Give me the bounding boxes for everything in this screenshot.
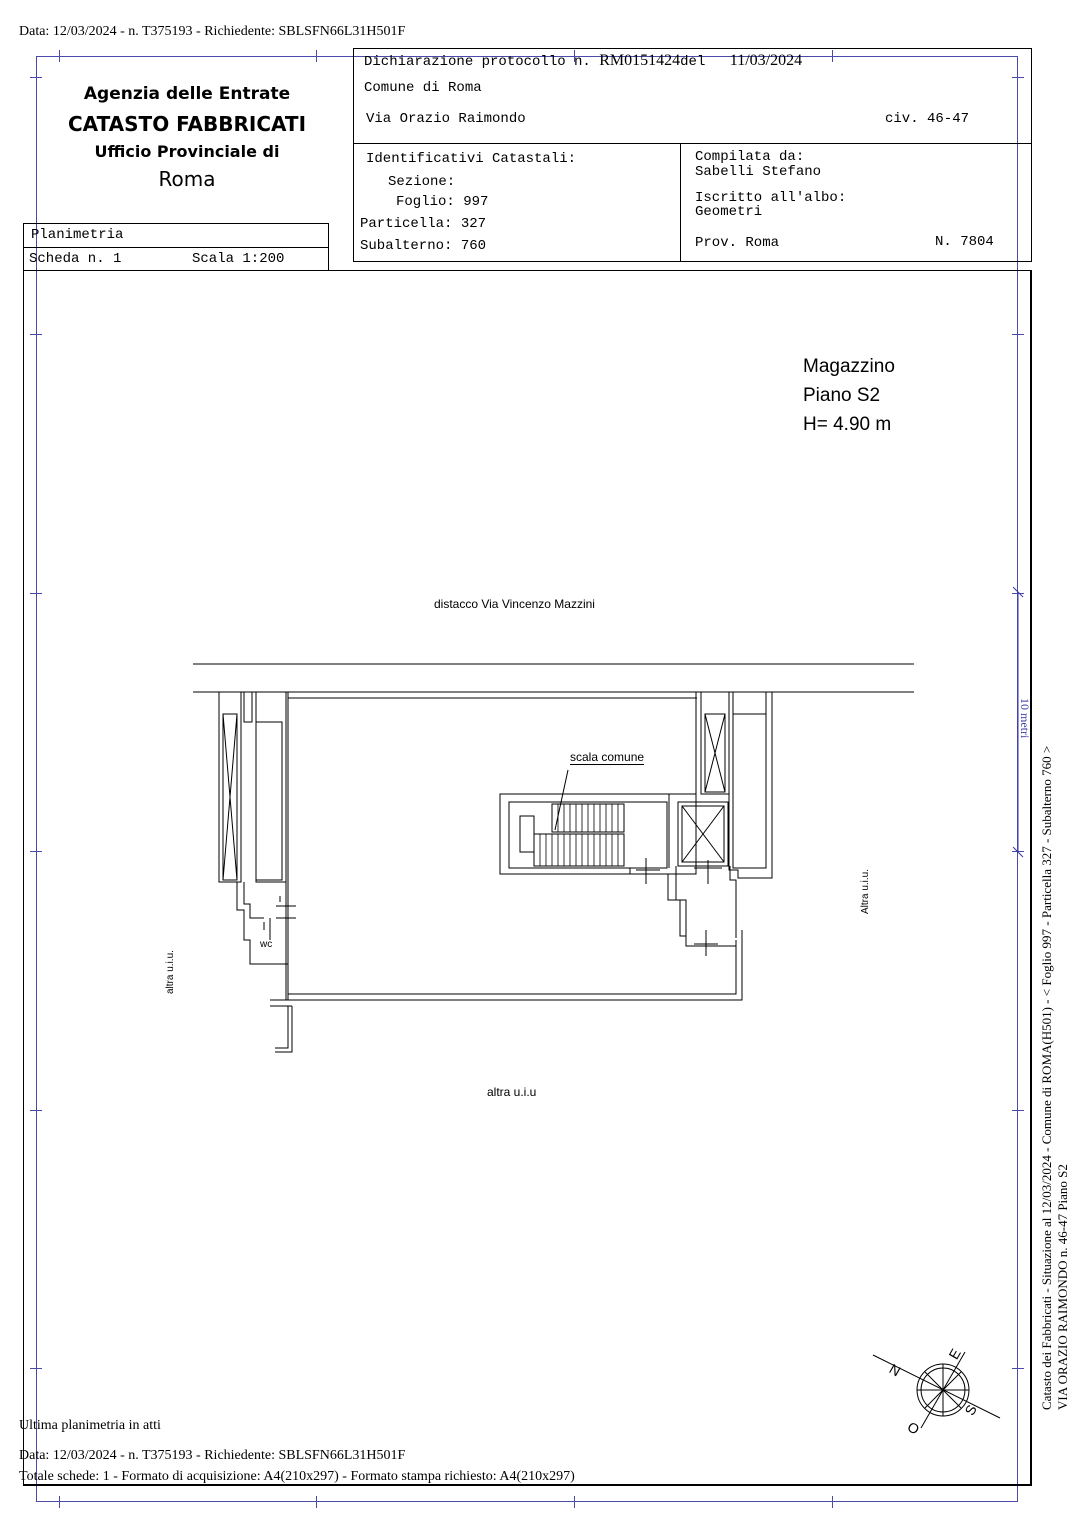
identificativi-title: Identificativi Catastali: <box>366 151 577 167</box>
compass-o: O <box>904 1418 923 1438</box>
scala-label: Scala 1:200 <box>192 251 285 267</box>
iscritto-label: Iscritto all'albo: <box>695 190 847 206</box>
iscrizione-num: N. 7804 <box>935 234 994 250</box>
compass-s: S <box>961 1401 980 1419</box>
plan-title-1: Magazzino <box>803 356 895 377</box>
protocol-text: Dichiarazione protocollo n. RM0151424del 11/03/2024 <box>364 52 803 70</box>
footer-totale: Totale schede: 1 - Formato di acquisizione: A4(210x297) - Formato stampa richiesto: A4(210x297) <box>19 1469 575 1484</box>
scala-comune-label: scala comune <box>570 750 645 764</box>
altra-uiu-bottom: altra u.i.u <box>487 1085 537 1099</box>
comune: Comune di Roma <box>364 80 482 96</box>
compilata-label: Compilata da: <box>695 149 805 165</box>
agency-line4: Roma <box>158 167 216 191</box>
agency-line1: Agenzia delle Entrate <box>83 84 291 104</box>
footer-data: Data: 12/03/2024 - n. T375193 - Richiedente: SBLSFN66L31H501F <box>19 1448 406 1463</box>
subalterno: Subalterno: 760 <box>360 238 487 254</box>
scheda-label: Scheda n. 1 <box>29 251 122 267</box>
altra-uiu-left: altra u.i.u. <box>165 950 176 994</box>
civico: civ. 46-47 <box>885 111 970 127</box>
plan-title-2: Piano S2 <box>803 385 881 406</box>
particella: Particella: 327 <box>360 216 487 232</box>
side-text-2: VIA ORAZIO RAIMONDO n. 46-47 Piano S2 <box>1055 1164 1070 1410</box>
compass-n: N <box>886 1360 904 1380</box>
header-line: Data: 12/03/2024 - n. T375193 - Richiedente: SBLSFN66L31H501F <box>19 24 406 39</box>
compass-e: E <box>945 1345 964 1363</box>
agency-line3: Ufficio Provinciale di <box>94 142 280 161</box>
albo: Geometri <box>695 204 763 220</box>
compilata-name: Sabelli Stefano <box>695 164 822 180</box>
plan-title-3: H= 4.90 m <box>803 414 892 435</box>
prov: Prov. Roma <box>695 235 780 251</box>
scale-bar-label: 10 metri <box>1018 698 1032 739</box>
side-text-1: Catasto dei Fabbricati - Situazione al 12/03/2024 - Comune di ROMA(H501) - < Foglio 997 - Particella 327 - Subalterno 760 > <box>1039 745 1054 1410</box>
plan-label: Planimetria <box>31 227 124 243</box>
foglio: Foglio: 997 <box>396 194 489 210</box>
via: Via Orazio Raimondo <box>366 111 526 127</box>
wc-label: wc <box>260 939 273 950</box>
footer-ultima: Ultima planimetria in atti <box>19 1418 161 1433</box>
altra-uiu-right: Altra u.i.u. <box>860 868 871 914</box>
agency-line2: CATASTO FABBRICATI <box>67 112 307 136</box>
sezione: Sezione: <box>388 174 456 190</box>
distacco-label: distacco Via Vincenzo Mazzini <box>434 597 595 611</box>
